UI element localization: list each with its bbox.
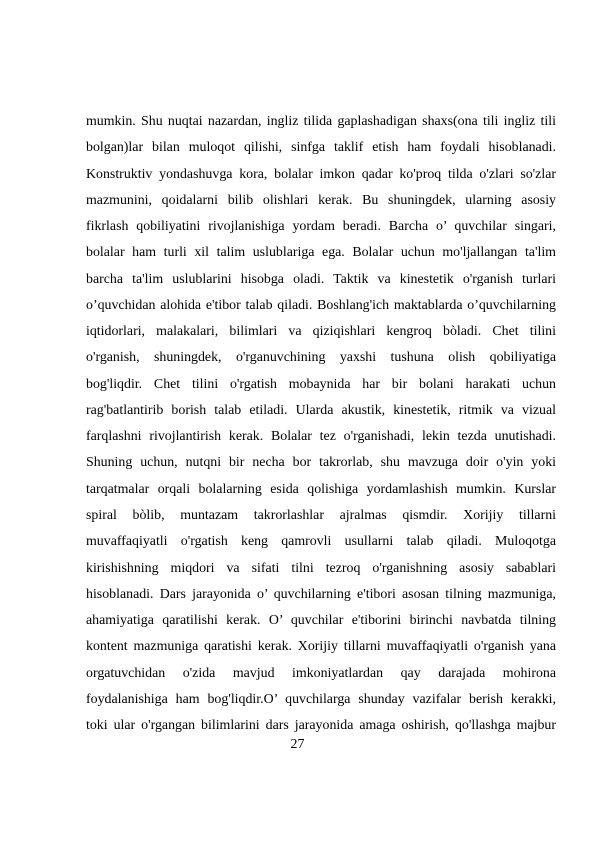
text-line: bog'liqdir. Chet tilini o'rgatish mobaynida har bir bolani harakati uchun xyxy=(86,376,556,392)
text-line: Konstruktiv yondashuvga kora, bolalar imkon qadar ko'proq tilda o'zlari so'zlar xyxy=(86,166,556,182)
text-line: mazmunini, qoidalarni bilib olishlari kerak. Bu shuningdek, ularning asosiy xyxy=(86,192,556,208)
text-line: muvaffaqiyatli o'rgatish keng qamrovli usullarni talab qiladi. Muloqotga xyxy=(86,534,556,550)
text-line: toki ular o'rgangan bilimlarini dars jarayonida amaga oshirish, qo'llashga majbur xyxy=(86,718,556,734)
text-line: farqlashni rivojlantirish kerak. Bolalar tez o'rganishadi, lekin tezda unutishadi. xyxy=(86,429,556,445)
text-line: fikrlash qobiliyatini rivojlanishiga yordam beradi. Barcha o’ quvchilar singari, xyxy=(86,219,556,235)
text-line: bolalar ham turli xil talim uslublariga ega. Bolalar uchun mo'ljallangan ta'lim xyxy=(86,245,556,261)
text-line: foydalanishiga ham bog'liqdir.O’ quvchilarga shunday vazifalar berish kerakki, xyxy=(86,691,556,707)
page-number: 27 xyxy=(290,737,305,752)
text-line: tarqatmalar orqali bolalarning esida qolishiga yordamlashish mumkin. Kurslar xyxy=(86,481,556,497)
text-line: mumkin. Shu nuqtai nazardan, ingliz tilida gaplashadigan shaxs(ona tili ingliz tili xyxy=(86,114,556,129)
text-line: orgatuvchidan o'zida mavjud imkoniyatlardan qay darajada mohirona xyxy=(86,665,556,681)
text-line: barcha ta'lim uslublarini hisobga oladi. Taktik va kinestetik o'rganish turlari xyxy=(86,271,556,287)
text-line: ahamiyatiga qaratilishi kerak. O’ quvchilar e'tiborini birinchi navbatda tilning xyxy=(86,613,556,629)
text-line: hisoblanadi. Dars jarayonida o’ quvchilarning e'tibori asosan tilning mazmuniga, xyxy=(86,586,556,602)
text-line: kirishishning miqdori va sifati tilni tezroq o'rganishning asosiy sabablari xyxy=(86,560,556,576)
body-paragraph xyxy=(86,109,556,739)
text-line: Shuning uchun, nutqni bir necha bor takrorlab, shu mavzuga doir o'yin yoki xyxy=(86,455,556,471)
text-line: iqtidorlari, malakalari, bilimlari va qiziqishlari kengroq bòladi. Chet tilini xyxy=(86,324,556,340)
text-line: kontent mazmuniga qaratishi kerak. Xorijiy tillarni muvaffaqiyatli o'rganish yana xyxy=(86,639,556,655)
text-line: spiral bòlib, muntazam takrorlashlar ajralmas qismdir. Xorijiy tillarni xyxy=(86,507,556,523)
text-line: bolgan)lar bilan muloqot qilishi, sinfga taklif etish ham foydali hisoblanadi. xyxy=(86,140,556,156)
text-line: o'rganish, shuningdek, o'rganuvchining yaxshi tushuna olish qobiliyatiga xyxy=(86,350,556,366)
text-line: o’quvchidan alohida e'tibor talab qiladi. Boshlang'ich maktablarda o’quvchilarning xyxy=(86,297,556,313)
text-line: rag'batlantirib borish talab etiladi. Ularda akustik, kinestetik, ritmik va vizual xyxy=(86,402,556,418)
